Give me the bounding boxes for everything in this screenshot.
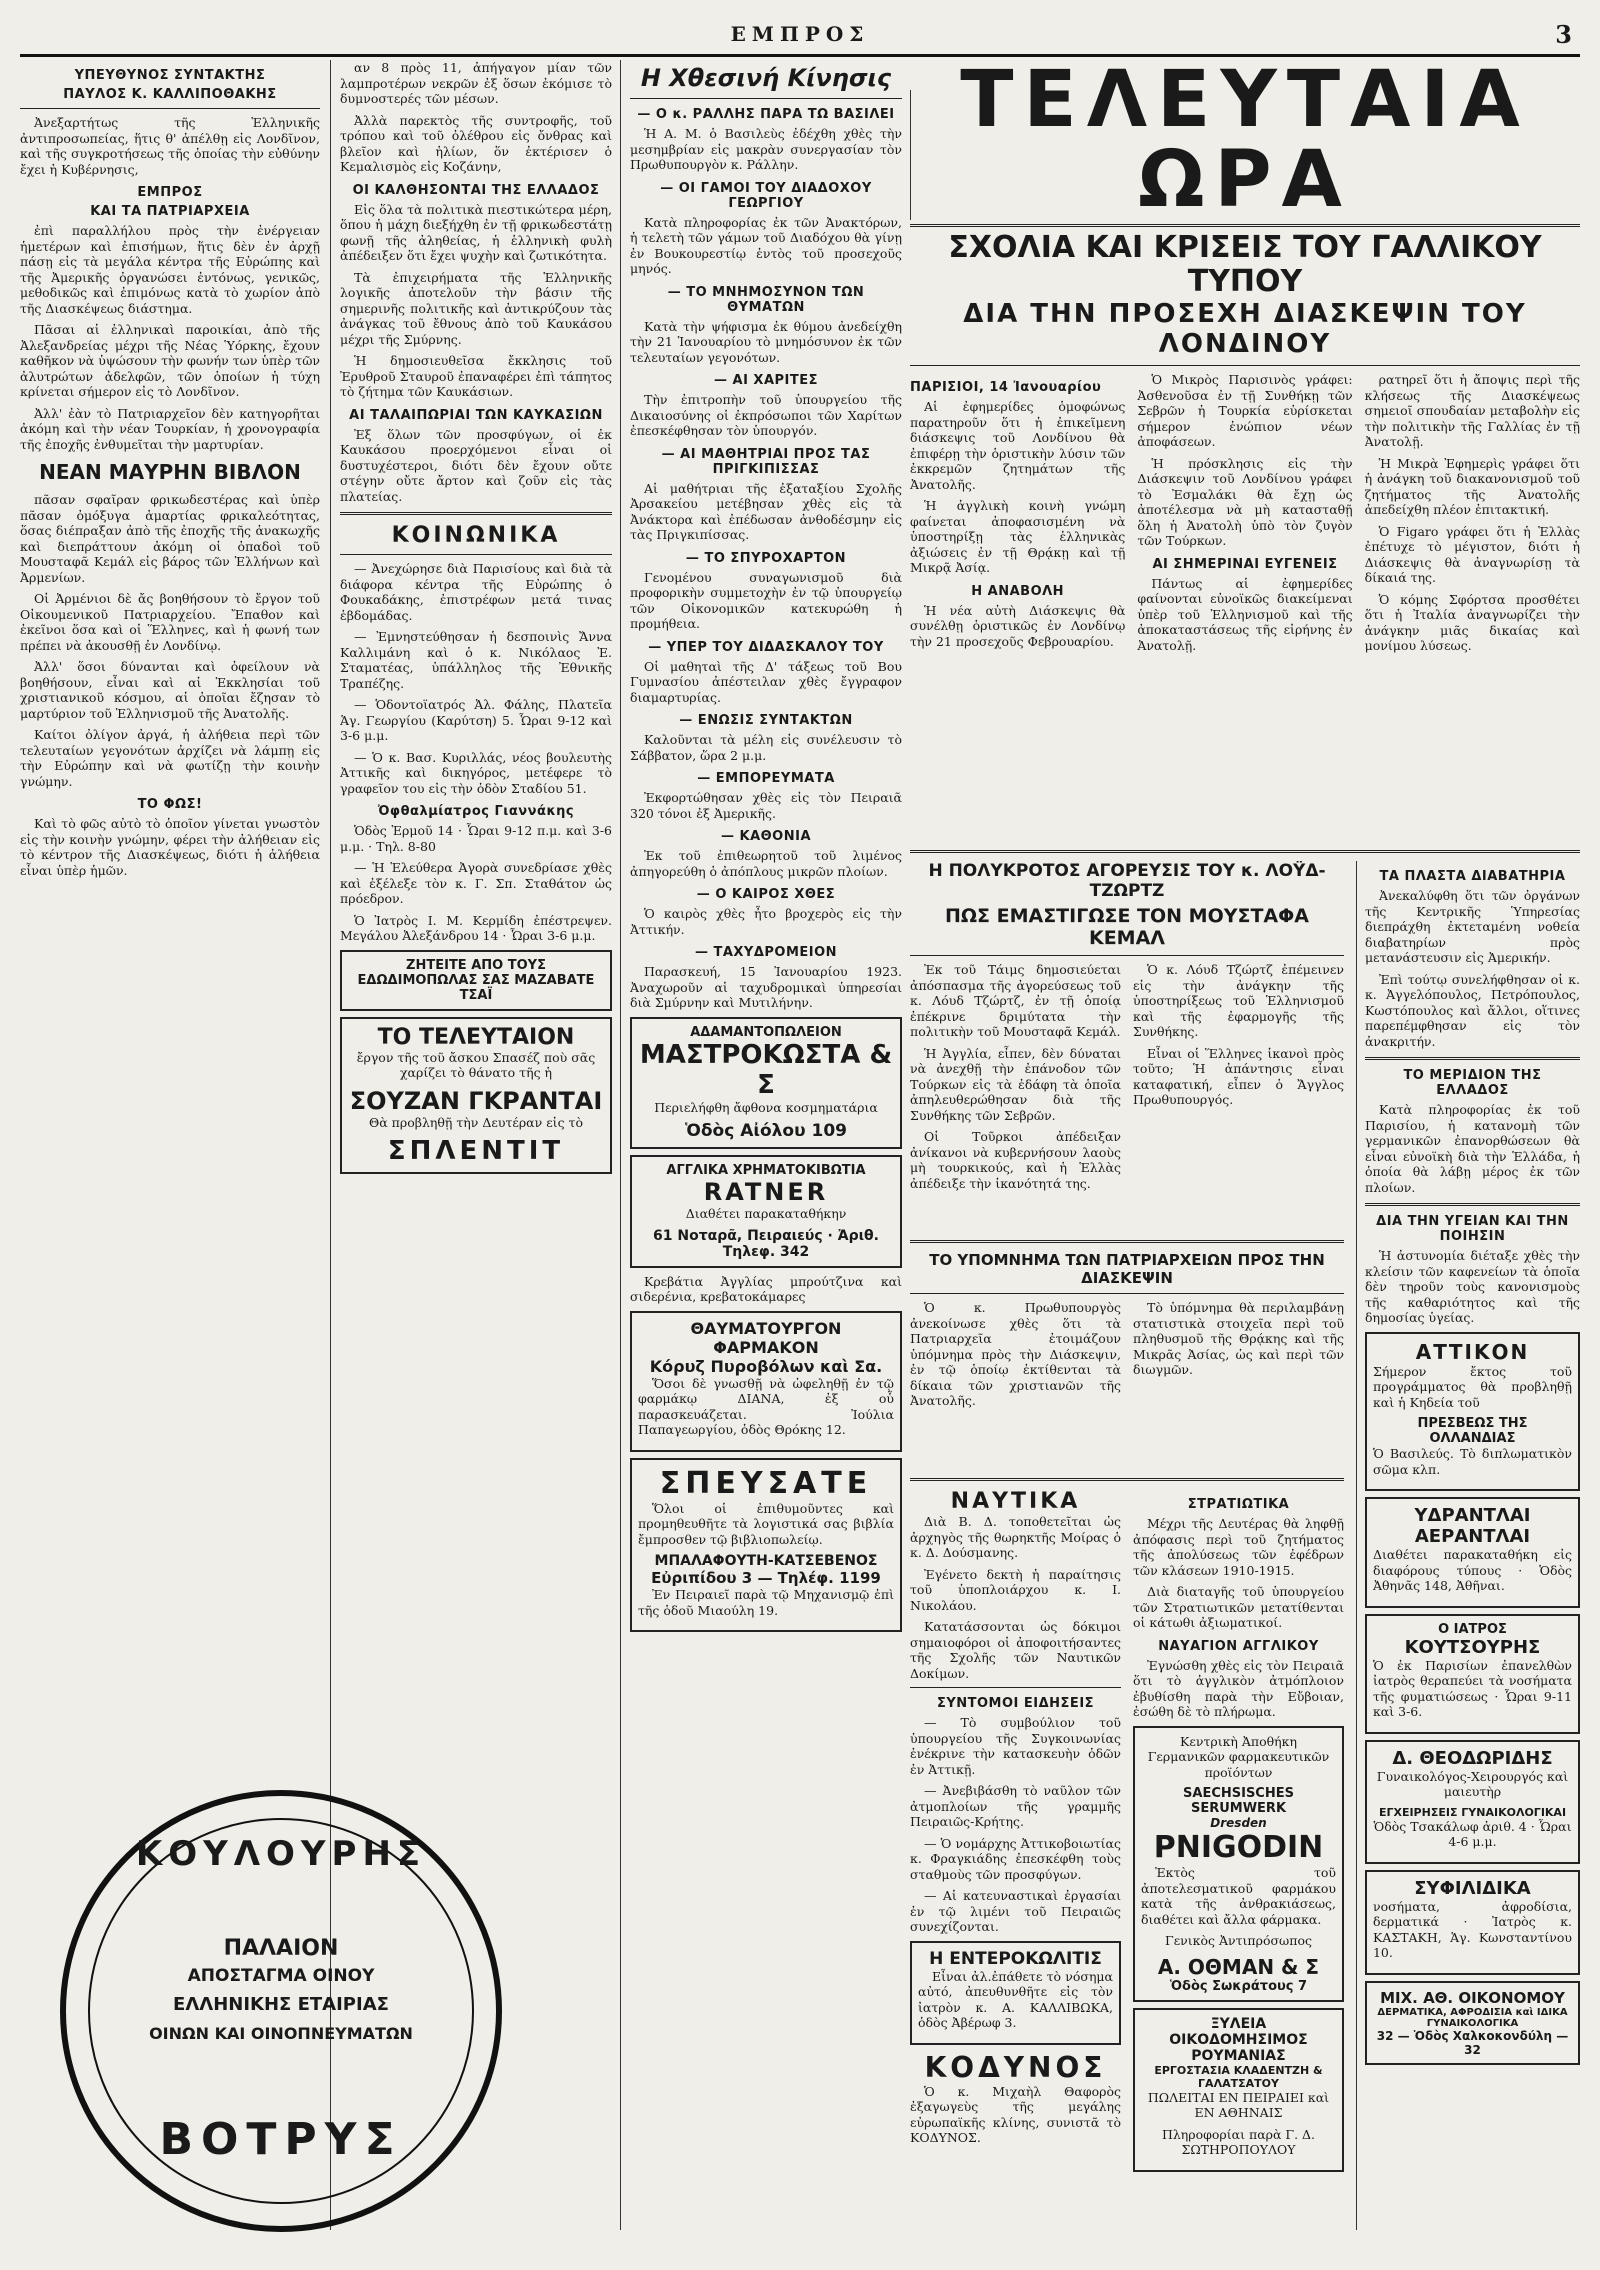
section-title: ΚΑΙ ΤΑ ΠΑΤΡΙΑΡΧΕΙΑ (90, 204, 250, 219)
last-hour-columns: ΠΑΡΙΣΙΟΙ, 14 Ἰανουαρίου Αἱ ἐφημερίδες ὁμοφώνως παρατηροῦν ὅτι ἡ ἐπικεῖμενη διάσκεψις τοῦ Λονδίνου θὰ ἐπιφέρῃ τὴν ὁριστικὴν λύσιν τῶν ἐκκρεμῶν ζητημάτων τῆς Ἀνατολῆς. Ἡ ἀγγλικὴ κοινὴ γνώμη φαίνεται ἀποφασισμένη νὰ ὑποστηρίξῃ τὰς ἑλληνικὰς ἀξιώσεις ἐν τῇ Θρᾴκῃ καὶ τῇ Μικρᾷ Ἀσίᾳ. Η ΑΝΑΒΟΛΗ Ἡ νέα αὐτὴ Διάσκεψις θὰ συνέλθῃ ὁριστικῶς ἐν Λονδίνῳ τὴν 21 προσεχοῦς Φεβρουαρίου. Ὁ Μικρὸς Παρισινὸς γράφει: Ἀσθενοῦσα ἐν τῇ Συνθήκῃ τῶν Σεβρῶν ἡ Τουρκία εὑρίσκεται σήμερον ἐνώπιον νέων ἀποφάσεων. Ἡ πρόσκλησις εἰς τὴν Διάσκεψιν τοῦ Λονδίνου γράφει τὸ Ἐσμαλάκι θὰ ἔχῃ ὡς ἀποτέλεσμα νὰ μὴ κατασταθῇ ὅλη ἡ Ἀνατολὴ ὑπὸ τὸν ζυγὸν τῶν Τούρκων. ΑΙ ΣΗΜΕΡΙΝΑΙ ΕΥΓΕΝΕΙΣ Πάντως αἱ ἐφημερίδες φαίνονται εὐνοϊκῶς διακείμεναι ὑπὲρ τοῦ Ἑλληνισμοῦ καὶ τῆς ἀποκαταστάσεως τῆς εἰρήνης ἐν Ἀνατολῇ. ρατηρεῖ ὅτι ἡ ἄποψις περὶ τῆς κλήσεως τῆς Διασκέψεως σημειοῖ σπουδαίαν μεταβολὴν εἰς τὴν πολιτικὴν τῆς Γαλλίας ἐν τῇ Ἀνατολῇ. Ἡ Μικρὰ Ἐφημερὶς γράφει ὅτι ἡ ἀνάγκη τοῦ διακανονισμοῦ τοῦ ζητήματος τῆς Ἀνατολῆς ἀπεδείχθη πλέον ἐπιτακτική. Ὁ Figaro γράφει ὅτι ἡ Ἑλλὰς ἐπέτυχε τὸ μέγιστον, διότι ἡ Διάσκεψις θὰ ἀναγνωρίσῃ τὰ δίκαιά της. Ὁ κόμης Σφόρτσα προσθέτει ὅτι ἡ Ἰταλία ἀναγνωρίζει τὴν ἀνάγκην μιᾶς δικαίας καὶ μονίμου λύσεως. (910, 372, 1580, 653)
shipwreck-title: ΝΑΥΑΓΙΟΝ ΑΓΓΛΙΚΟΥ (1158, 1638, 1319, 1654)
attikon-ad: ΑΤΤΙΚΟΝ Σήμερον ἔκτος τοῦ προγράμματος θὰ προβληθῇ καὶ ἡ Κηδεία τοῦ ΠΡΕΣΒΕΩΣ ΤΗΣ ΟΛΛΑΝΔΙΑΣ Ὁ Βασιλεύς. Τὸ διπλωματικὸν σῶμα κλπ. (1365, 1332, 1580, 1492)
seal-line: ΕΛΛΗΝΙΚΗΣ ΕΤΑΙΡΙΑΣ (173, 1994, 389, 2015)
newspaper-page (20, 20, 1580, 2230)
social-item: — Ἐμνηστεύθησαν ἡ δεσποινὶς Ἄννα Καλλιμάνη καὶ ὁ κ. Νικόλαος Ἐ. Σταματέας, ὑπάλληλος τῆς Ἐθνικῆς Τραπέζης. (340, 629, 612, 691)
dermatologist-ad: ΜΙΧ. ΑΘ. ΟΙΚΟΝΟΜΟΥ ΔΕΡΜΑΤΙΚΑ, ΑΦΡΟΔΙΣΙΑ καὶ ΙΔΙΚΑ ΓΥΝΑΙΚΟΛΟΓΙΚΑ 32 — Ὁδὸς Χαλκοκονδύλη — 32 (1365, 1981, 1580, 2065)
article-text: αν 8 πρὸς 11, ἀπήγαγον μίαν τῶν λαμπροτέρων νεκρῶν ἐξ ὅσων ἐκόμισε τὸ δυμνοστερές τῶν μέσων. (340, 60, 612, 106)
article-heading: ΑΙ ΤΑΛΑΙΠΩΡΙΑΙ ΤΩΝ ΚΑΥΚΑΣΙΩΝ (349, 407, 603, 423)
serum-ad: Κεντρικὴ Ἀποθήκη Γερμανικῶν φαρμακευτικῶν προϊόντων SAECHSISCHES SERUMWERK Dresden PNIGODIN Ἐκτὸς τοῦ ἀποτελεσματικοῦ φαρμάκου κατὰ τῆς ἀνθρακιάσεως, διαθέτει καὶ ἄλλα φάρμακα. Γενικὸς Ἀντιπρόσωπος Α. ΟΘΜΑΝ & Σ Ὁδὸς Σωκράτους 7 (1133, 1726, 1344, 2002)
article-text: Εἰς ὅλα τὰ πολιτικὰ πιεστικώτερα μέρη, ὅπου ἡ μάχη διεξήχθη ἐν τῇ φρικωδεστάτῃ φωνῇ τῆς ἀληθείας, ἡ ἑλληνικὴ φυλὴ ἀπέδειξεν ὅτι ἔχει ψυχὴν καὶ ζωτικότητα. (340, 201, 612, 263)
seal-line: ΠΑΛΑΙΟΝ (223, 1936, 339, 1961)
column-3: Η Χθεσινή Κίνησις — Ο κ. ΡΑΛΛΗΣ ΠΑΡΑ ΤΩ ΒΑΣΙΛΕΙ Ἡ Α. Μ. ὁ Βασιλεὺς ἐδέχθη χθὲς τὴν μεσημβρίαν εἰς μακρὰν συνεργασίαν τὸν Πρωθυπουργὸν κ. Ράλλην. — ΟΙ ΓΑΜΟΙ ΤΟΥ ΔΙΑΔΟΧΟΥ ΓΕΩΡΓΙΟΥ Κατὰ πληροφορίας ἐκ τῶν Ἀνακτόρων, ἡ τελετὴ τῶν γάμων τοῦ Διαδόχου θὰ γίνῃ ἐν Βουκουρεστίῳ ἐντὸς τοῦ προσεχοῦς μηνός. — ΤΟ ΜΝΗΜΟΣΥΝΟΝ ΤΩΝ ΘΥΜΑΤΩΝ Κατὰ τὴν ψήφισμα ἐκ θύμου ἀνεδείχθη τὴν 21 Ἰανουαρίου τὸ μνημόσυνον ἐκ τῶν τελευταίων γεγονότων. — ΑΙ ΧΑΡΙΤΕΣ Τὴν ἐπιτροπὴν τοῦ ὑπουργείου τῆς Δικαιοσύνης οἱ ἐκπρόσωποι τῶν Χαρίτων ἐπεσκέφθησαν τὸν ὑπουργόν. — ΑΙ ΜΑΘΗΤΡΙΑΙ ΠΡΟΣ ΤΑΣ ΠΡΙΓΚΙΠΙΣΣΑΣ Αἱ μαθήτριαι τῆς ἐξαταξίου Σχολῆς Ἀρσακείου μετέβησαν χθὲς εἰς τὰ Ἀνάκτορα καὶ ἐπέδωσαν ἀνθοδέσμην εἰς τὰς Πριγκιπίσσας. — ΤΟ ΣΠΥΡΟΧΑΡΤΟΝ Γενομένου συναγωνισμοῦ διὰ προφορικὴν συμμετοχὴν ἐν τῷ ὑπουργείῳ τῶν Οἰκονομικῶν κατεκυρώθη ἡ προμήθεια. — ΥΠΕΡ ΤΟΥ ΔΙΔΑΣΚΑΛΟΥ ΤΟΥ Οἱ μαθηταὶ τῆς Δ' τάξεως τοῦ Βου Γυμνασίου ἀπέστειλαν χθὲς ἔγγραφον διαμαρτυρίας. — ΕΝΩΣΙΣ ΣΥΝΤΑΚΤΩΝ Καλοῦνται τὰ μέλη εἰς συνέλευσιν τὸ Σάββατον, ὥρα 2 μ.μ. — ΕΜΠΟΡΕΥΜΑΤΑ Ἐκφορτώθησαν χθὲς εἰς τὸν Πειραιᾶ 320 τόνοι ἐξ Ἀμερικῆς. — ΚΑΘΟΝΙΑ Ἐκ τοῦ ἐπιθεωρητοῦ τοῦ λιμένος ἀπηγορεύθη ὁ ἀπόπλους μικρῶν πλοίων. — Ο ΚΑΙΡΟΣ ΧΘΕΣ Ὁ καιρὸς χθὲς ἦτο βροχερὸς εἰς τὴν Ἀττικήν. — ΤΑΧΥΔΡΟΜΕΙΟΝ Παρασκευή, 15 Ἰανουαρίου 1923. Ἀναχωροῦν αἱ ταχυδρομικαὶ ὑπηρεσίαι διὰ Σμύρνην καὶ Μυτιλήνην. ΑΔΑΜΑΝΤΟΠΩΛΕΙΟΝ ΜΑΣΤΡΟΚΩΣΤΑ & Σ Περιελήφθη ἄφθονα κοσμηματάρια Ὁδὸς Αἰόλου 109 ΑΓΓΛΙΚΑ ΧΡΗΜΑΤΟΚΙΒΩΤΙΑ RATNER Διαθέτει παρακαταθήκην 61 Νοταρᾶ, Πειραιεύς · Ἀριθ. Τηλεφ. 342 Κρεβάτια Ἀγγλίας μπρούτζινα καὶ σιδερένια, κρεβατοκάμαρες ΘΑΥΜΑΤΟΥΡΓΟΝ ΦΑΡΜΑΚΟΝ Κόρυζ Πυροβόλων καὶ Σα. Ὅσοι δὲ γνωσθῇ νὰ ὠφεληθῇ ἐν τῷ φαρμάκῳ ΔΙΑΝΑ, ἐξ οὗ παρασκευάζεται. Ἰούλια Παπαγεωργίου, ὁδὸς Θρόκης 12. ΣΠΕΥΣΑΤΕ Ὅλοι οἱ ἐπιθυμοῦντες καὶ προμηθευθῆτε τὰ λογιστικά σας βιβλία ἔμπροσθεν τῷ βιβλιοπωλείῳ. ΜΠΑΛΑΦΟΥΤΗ-ΚΑΤΣΕΒΕΝΟΣ Εὐριπίδου 3 — Τηλέφ. 1199 Ἐν Πειραιεῖ παρὰ τῷ Μηχανισμῷ ἐπὶ τῆς ὁδοῦ Μιαούλη 19. (630, 60, 902, 2230)
article-text: Οἱ Ἀρμένιοι δὲ ἄς βοηθήσουν τὸ ἔργον τοῦ Οἰκουμενικοῦ Πατριαρχείου. Ἔπαθον καὶ ἐκεῖνοι ὅσα καὶ οἱ Ἕλληνες, καὶ ἡ φωνή των πρέπει νὰ ἀκουσθῇ ἐν Λονδίνῳ. (20, 591, 320, 653)
article-text: Ἀνεξαρτήτως τῆς Ἑλληνικῆς ἀντιπροσωπείας, ἥτις θ' ἀπέλθῃ εἰς Λονδῖνον, καὶ τῆς συγκροτήσεως τῆς ὁποίας τὴν εὐθύνην ἔχει ἡ Κυβέρνησις, (20, 115, 320, 177)
jewelry-ad: ΑΔΑΜΑΝΤΟΠΩΛΕΙΟΝ ΜΑΣΤΡΟΚΩΣΤΑ & Σ Περιελήφθη ἄφθονα κοσμηματάρια Ὁδὸς Αἰόλου 109 (630, 1017, 902, 1150)
newspaper-name: ΕΜΠΡΟΣ (730, 22, 870, 46)
london-conference-title: ΔΙΑ ΤΗΝ ΠΡΟΣΕΧΗ ΔΙΑΣΚΕΨΙΝ ΤΟΥ ΛΟΝΔΙΝΟΥ (963, 299, 1527, 359)
article-text: Καίτοι ὀλίγον ἀργά, ἡ ἀλήθεια περὶ τῶν τελευταίων γεγονότων ἀρχίζει νὰ λάμπῃ εἰς τὴν Εὐρώπην καὶ νὰ φωτίζῃ τὴν κοινὴν γνώμην. (20, 727, 320, 789)
cinema-ad-title: ΤΟ ΤΕΛΕΥΤΑΙΟΝ (377, 1024, 575, 1050)
light-heading: ΤΟ ΦΩΣ! (137, 797, 203, 812)
article-text: Ἀλλὰ παρεκτὸς τῆς συντροφῆς, τοῦ τρόπου καὶ τοῦ ὀλέθρου εἰς ὄνθρας καὶ βλεῖον καὶ ἡλίων, ὅν ἐκτέρισεν ὁ Κεμαλισμὸς εἰς Κοζάνην, (340, 112, 612, 174)
ophthalmologist-name: Ὀφθαλμίατρος Γιαννάκης (377, 804, 575, 819)
page-number: 3 (1555, 20, 1572, 49)
actress-name: ΣΟΥΖΑΝ ΓΚΡΑΝΤΑΙ (349, 1086, 603, 1115)
military-title: ΣΤΡΑΤΙΩΤΙΚΑ (1187, 1497, 1290, 1512)
article-text: Ἐξ ὅλων τῶν προσφύγων, οἱ ἐκ Καυκάσου προερχόμενοι εἶναι οἱ δυστυχέστεροι, διότι δὲν ἔχουν οὔτε στέγην οὔτε ἄρτον καὶ ζοῦν εἰς τὰς πλατείας. (340, 426, 612, 504)
article-text: Τὰ ἐπιχειρήματα τῆς Ἑλληνικῆς λογικῆς ἀποτελοῦν τὴν βάσιν τῆς σημερινῆς πολιτικῆς καὶ ἀντικρύζουν τὰς ἀνάγκας τοῦ ἔθνους ἀπὸ τοῦ Καυκάσου μέχρι τῆς Σμύρνης. (340, 269, 612, 347)
seal-top: ΚΟΥΛΟΥΡΗΣ (135, 1834, 427, 1874)
seal-line: ΟΙΝΩΝ ΚΑΙ ΟΙΝΟΠΝΕΥΜΑΤΩΝ (149, 2024, 413, 2043)
social-item: Ὁδὸς Ἑρμοῦ 14 · Ὧραι 9-12 π.μ. καὶ 3-6 μ.μ. · Τηλ. 8-80 (340, 823, 612, 854)
article-text: ἐπὶ παραλλήλου πρὸς τὴν ἐνέργειαν ἡμετέρων καὶ ἐπισήμων, ἥτις δὲν ἐν ἀρχῇ πάσῃ εἰς τὰ μεγάλα κέντρα τῆς Εὐρώπης καὶ τῆς Ἀμερικῆς ὀργανώσει ἐντόνως, γενικῶς, μεθοδικῶς καὶ ἐπιμόνως κατὰ τὸ χωρίον ἀπὸ τῆς Διασκέψεως διάστημα. (20, 223, 320, 316)
short-news-title: ΣΥΝΤΟΜΟΙ ΕΙΔΗΣΕΙΣ (936, 1696, 1095, 1711)
article-text: Ἀλλ' ἐὰν τὸ Πατριαρχεῖον δὲν κατηγορῆται ἀκόμη καὶ τὴν νέαν Τουρκίαν, ἡ χρονογραφία τῆς ἐποχῆς ἐνθυμεῖται τὴν μαρτυρίαν. (20, 405, 320, 452)
french-press-title: ΣΧΟΛΙΑ ΚΑΙ ΚΡΙΣΕΙΣ ΤΟΥ ΓΑΛΛΙΚΟΥ ΤΥΠΟΥ (948, 230, 1542, 299)
books-ad: ΣΠΕΥΣΑΤΕ Ὅλοι οἱ ἐπιθυμοῦντες καὶ προμηθευθῆτε τὰ λογιστικά σας βιβλία ἔμπροσθεν τῷ βιβλιοπωλείῳ. ΜΠΑΛΑΦΟΥΤΗ-ΚΑΤΣΕΒΕΝΟΣ Εὐριπίδου 3 — Τηλέφ. 1199 Ἐν Πειραιεῖ παρὰ τῷ Μηχανισμῷ ἐπὶ τῆς ὁδοῦ Μιαούλη 19. (630, 1458, 902, 1633)
gynecologist-ad: Δ. ΘΕΟΔΩΡΙΔΗΣ Γυναικολόγος-Χειρουργός καὶ μαιευτὴρ ΕΓΧΕΙΡΗΣΕΙΣ ΓΥΝΑΙΚΟΛΟΓΙΚΑΙ Ὁδὸς Τσακάλωφ ἀριθ. 4 · Ὧραι 4-6 μ.μ. (1365, 1740, 1580, 1864)
doctor-ad: Ο ΙΑΤΡΟΣ ΚΟΥΤΣΟΥΡΗΣ Ὁ ἐκ Παρισίων ἐπανελθὼν ἰατρὸς θεραπεύει τὰ νοσήματα τῆς φυματιώσεως · Ὧραι 9-11 καὶ 3-6. (1365, 1614, 1580, 1734)
share-title: ΤΟ ΜΕΡΙΔΙΟΝ ΤΗΣ ΕΛΛΑΔΟΣ (1403, 1068, 1542, 1098)
lloyd-george-title: Η ΠΟΛΥΚΡΟΤΟΣ ΑΓΟΡΕΥΣΙΣ ΤΟΥ κ. ΛΟΫΔ-ΤΖΩΡΤΖ (928, 861, 1326, 901)
column-1 (20, 60, 320, 1780)
masthead (20, 20, 1580, 57)
pumps-ad: ΥΔΡΑΝΤΛΑΙ ΑΕΡΑΝΤΛΑΙ Διαθέτει παρακαταθήκη εἰς διαφόρους τύπους · Ὁδὸς Ἀθηνᾶς 148, Ἀθῆναι. (1365, 1497, 1580, 1608)
safes-ad: ΑΓΓΛΙΚΑ ΧΡΗΜΑΤΟΚΙΒΩΤΙΑ RATNER Διαθέτει παρακαταθήκην 61 Νοταρᾶ, Πειραιεύς · Ἀριθ. Τηλεφ. 342 (630, 1155, 902, 1268)
article-heading: ΟΙ ΚΑΛΘΗΣΟΝΤΑΙ ΤΗΣ ΕΛΛΑΔΟΣ (352, 182, 600, 198)
news-heading: Η Χθεσινή Κίνησις (640, 64, 892, 92)
social-item: Ὁ Ἰατρὸς Ι. Μ. Κερμίδη ἐπέστρεψεν. Μεγάλου Ἀλεξάνδρου 14 · Ὧραι 3-6 μ.μ. (340, 912, 612, 943)
social-item: — Ὁδοντοϊατρός Ἀλ. Φάλης, Πλατεῖα Ἁγ. Γεωργίου (Καρύτση) 5. Ὧραι 9-12 καὶ 3-6 μ.μ. (340, 697, 612, 743)
timber-ad: ΞΥΛΕΙΑ ΟΙΚΟΔΟΜΗΣΙΜΟΣ ΡΟΥΜΑΝΙΑΣ ΕΡΓΟΣΤΑΣΙΑ ΚΛΑΔΕΝΤΖΗ & ΓΑΛΑΤΣΑΤΟΥ ΠΩΛΕΙΤΑΙ ΕΝ ΠΕΙΡΑΙΕΙ καὶ ΕΝ ΑΘΗΝΑΙΣ Πληροφορίαι παρὰ Γ. Δ. ΣΩΤΗΡΟΠΟΥΛΟΥ (1133, 2008, 1344, 2172)
social-item: — Ἡ Ἑλεύθερα Ἀγορὰ συνεδρίασε χθὲς καὶ ἐξέλεξε τὸν κ. Γ. Σπ. Σταθάτον ὡς πρόεδρον. (340, 860, 612, 906)
cinema-ad: ΤΟ ΤΕΛΕΥΤΑΙΟΝ ἔργον τῆς τοῦ ἄσκου Σπασέζ ποὺ σᾶς χαρίζει τὸ θάνατο τῆς ἡ ΣΟΥΖΑΝ ΓΚΡΑΝΤΑΙ Θὰ προβληθῇ τὴν Δευτέραν εἰς τὸ ΣΠΛΕΝΤΙΤ (340, 1017, 612, 1175)
beds-ad: Κρεβάτια Ἀγγλίας μπρούτζινα καὶ σιδερένια, κρεβατοκάμαρες (630, 1273, 902, 1304)
cinema-name: ΣΠΛΕΝΤΙΤ (387, 1136, 565, 1166)
responsible-label: ΥΠΕΥΘΥΝΟΣ ΣΥΝΤΑΚΤΗΣ (74, 68, 266, 83)
column-2 (340, 60, 612, 2230)
last-hour-title: ΤΕΛΕΥΤΑΙΑ ΩΡΑ (960, 60, 1530, 225)
article-text: Πᾶσαι αἱ ἐλληνικαὶ παροικίαι, ἀπὸ τῆς Ἀλεξανδρείας μέχρι τῆς Νέας Ὑόρκης, ἔχουν καθῆκον νὰ ὑψώσουν τὴν φωνήν των ὑπὲρ τῶν ἀλυτρώτων ἀδελφῶν, τῶν ὁποίων ἡ τύχη κρίνεται σήμερον εἰς τὸ Λονδῖνον. (20, 322, 320, 399)
syphilis-ad: ΣΥΦΙΛΙΔΙΚΑ νοσήματα, ἀφροδίσια, δερματικά · Ἰατρὸς κ. ΚΑΣΤΑΚΗ, Ἁγ. Κωνσταντίνου 10. (1365, 1870, 1580, 1975)
health-title: ΔΙΑ ΤΗΝ ΥΓΕΙΑΝ ΚΑΙ ΤΗΝ ΠΟΙΗΣΙΝ (1376, 1214, 1569, 1244)
article-text: Καὶ τὸ φῶς αὐτὸ τὸ ὁποῖον γίνεται γνωστὸν εἰς τὴν κοινὴν γνώμην, φέρει τὴν ἀλήθειαν εἰς τὸ κέντρον τῆς Διασκέψεως, διότι ἡ ἀλήθεια εἶναι ὑπὲρ ἡμῶν. (20, 816, 320, 878)
kodynos-ad: ΚΟΔΥΝΟΣ (924, 2050, 1107, 2084)
seal-line: ΑΠΟΣΤΑΓΜΑ ΟΙΝΟΥ (187, 1966, 375, 1986)
tea-ad: ΖΗΤΕΙΤΕ ΑΠΟ ΤΟΥΣ ΕΔΩΔΙΜΟΠΩΛΑΣ ΣΑΣ ΜΑΖΑΒΑΤΕ ΤΣΑΪ (340, 950, 612, 1011)
dateline: ΠΑΡΙΣΙΟΙ, 14 Ἰανουαρίου (910, 380, 1102, 395)
lloyd-george-subtitle: ΠΩΣ ΕΜΑΣΤΙΓΩΣΕ ΤΟΝ ΜΟΥΣΤΑΦΑ ΚΕΜΑΛ (944, 905, 1309, 949)
enteritis-ad: Η ΕΝΤΕΡΟΚΩΛΙΤΙΣ Εἶναι ἀλ.ἐπάθετε τὸ νόσημα αὐτό, ἀπευθυνθῆτε εἰς τὸν ἰατρὸν κ. Α. ΚΑΛΛΙΒΩΚΑ, ὁδὸς Ἀβέρωφ 3. (910, 1941, 1121, 2045)
responsible-name: ΠΑΥΛΟΣ Κ. ΚΑΛΛΙΠΟΘΑΚΗΣ (63, 87, 277, 102)
article-text: Ἀλλ' ὅσοι δύνανται καὶ ὀφείλουν νὰ βοηθήσουν, εἶναι καὶ αἱ Ἐκκλησίαι τοῦ χριστιανικοῦ κόσμου, αἱ ὁποῖαι ἔζησαν τὸ μαρτύριον τοῦ Ἑλληνισμοῦ τῆς Ἀνατολῆς. (20, 659, 320, 721)
article-text: πᾶσαν σφαῖραν φρικωδεστέρας καὶ ὑπὲρ πᾶσαν ὀμόξυγα ἁμαρτίας φρικαλεότητας, ὅσας διέπραξαν ἀπὸ τῆς ἐποχῆς τῆς ἀνακωχῆς καὶ διεπράττουν ἀκόμη οἱ ὀπαδοὶ τοῦ Μουσταφᾶ Κεμάλ εἰς βάρος τῶν Ἑλλήνων καὶ Ἀρμενίων. (20, 492, 320, 585)
social-item: — Ὁ κ. Βασ. Κυριλλάς, νέος βουλευτὴς Ἀττικῆς καὶ δικηγόρος, μετέφερε τὸ γραφεῖον του εἰς τὴν ὁδὸν Σταδίου 51. (340, 749, 612, 796)
naval-title: ΝΑΥΤΙΚΑ (950, 1489, 1081, 1514)
passports-title: ΤΑ ΠΛΑΣΤΑ ΔΙΑΒΑΤΗΡΙΑ (1379, 869, 1566, 884)
section-label: ΕΜΠΡΟΣ (137, 185, 203, 200)
seal-bottom: ΒΟΤΡΥΣ (159, 2114, 403, 2165)
article-text: Ἡ δημοσιευθεῖσα ἔκκλησις τοῦ Ἐρυθροῦ Σταυροῦ ἐπαναφέρει ἐπὶ τάπητος τὸ ζήτημα τῶν Καυκάσιων. (340, 353, 612, 399)
social-title: ΚΟΙΝΩΝΙΚΑ (391, 523, 561, 548)
right-section: ΤΕΛΕΥΤΑΙΑ ΩΡΑ ΣΧΟΛΙΑ ΚΑΙ ΚΡΙΣΕΙΣ ΤΟΥ ΓΑΛΛΙΚΟΥ ΤΥΠΟΥ ΔΙΑ ΤΗΝ ΠΡΟΣΕΧΗ ΔΙΑΣΚΕΨΙΝ ΤΟΥ ΛΟΝΔΙΝΟΥ ΠΑΡΙΣΙΟΙ, 14 Ἰανουαρίου Αἱ ἐφημερίδες ὁμοφώνως παρατηροῦν ὅτι ἡ ἐπικεῖμενη διάσκεψις τοῦ Λονδίνου θὰ ἐπιφέρῃ τὴν ὁριστικὴν λύσιν τῶν ἐκκρεμῶν ζητημάτων τῆς Ἀνατολῆς. Ἡ ἀγγλικὴ κοινὴ γνώμη φαίνεται ἀποφασισμένη νὰ ὑποστηρίξῃ τὰς ἑλληνικὰς ἀξιώσεις ἐν τῇ Θρᾴκῃ καὶ τῇ Μικρᾷ Ἀσίᾳ. Η ΑΝΑΒΟΛΗ Ἡ νέα αὐτὴ Διάσκεψις θὰ συνέλθῃ ὁριστικῶς ἐν Λονδίνῳ τὴν 21 προσεχοῦς Φεβρουαρίου. Ὁ Μικρὸς Παρισινὸς γράφει: Ἀσθενοῦσα ἐν τῇ Συνθήκῃ τῶν Σεβρῶν ἡ Τουρκία εὑρίσκεται σήμερον ἐνώπιον νέων ἀποφάσεων. Ἡ πρόσκλησις εἰς τὴν Διάσκεψιν τοῦ Λονδίνου γράφει τὸ Ἐσμαλάκι θὰ ἔχῃ ὡς ἀποτέλεσμα νὰ μὴ κατασταθῇ ὅλη ἡ Ἀνατολὴ ὑπὸ τὸν ζυγὸν τῶν Τούρκων. ΑΙ ΣΗΜΕΡΙΝΑΙ ΕΥΓΕΝΕΙΣ Πάντως αἱ ἐφημερίδες φαίνονται εὐνοϊκῶς διακείμεναι ὑπὲρ τοῦ Ἑλληνισμοῦ καὶ τῆς ἀποκαταστάσεως τῆς εἰρήνης ἐν Ἀνατολῇ. ρατηρεῖ ὅτι ἡ ἄποψις περὶ τῆς κλήσεως τῆς Διασκέψεως σημειοῖ σπουδαίαν μεταβολὴν εἰς τὴν πολιτικὴν τῆς Γαλλίας ἐν τῇ Ἀνατολῇ. Ἡ Μικρὰ Ἐφημερὶς γράφει ὅτι ἡ ἀνάγκη τοῦ διακανονισμοῦ τοῦ ζητήματος τῆς Ἀνατολῆς ἀπεδείχθη πλέον ἐπιτακτική. Ὁ Figaro γράφει ὅτι ἡ Ἑλλὰς ἐπέτυχε τὸ μέγιστον, διότι ἡ Διάσκεψις θὰ ἀναγνωρίσῃ τὰ δίκαιά της. Ὁ κόμης Σφόρτσα προσθέτει ὅτι ἡ Ἰταλία ἀναγνωρίζει τὴν ἀνάγκην μιᾶς δικαίας καὶ μονίμου λύσεως. Η ΠΟΛΥΚΡΟΤΟΣ ΑΓΟΡΕΥΣΙΣ ΤΟΥ κ. ΛΟΫΔ-ΤΖΩΡΤΖ ΠΩΣ ΕΜΑΣΤΙΓΩΣΕ ΤΟΝ ΜΟΥΣΤΑΦΑ ΚΕΜΑΛ Ἐκ τοῦ Τάιμς δημοσιεύεται ἀπόσπασμα τῆς ἀγορεύσεως τοῦ κ. Λόυδ Τζώρτζ, ἐν τῇ ὁποίᾳ ἐπέκρινε δριμύτατα τὴν πολιτικὴν τοῦ Μουσταφᾶ Κεμάλ. Ἡ Ἀγγλία, εἶπεν, δὲν δύναται νὰ ἀνεχθῇ τὴν ἐπάνοδον τῶν Τούρκων εἰς τὰ ἐδάφη τὰ ὁποῖα ἀπηλευθερώθησαν διὰ τῆς Συνθήκης τῶν Σεβρῶν. Οἱ Τοῦρκοι ἀπέδειξαν ἀνίκανοι νὰ κυβερνήσουν λαοὺς μὴ τουρκικούς, καὶ ἡ Ἑλλὰς ἀπέδειξε τὴν ἱκανότητά της. Ὁ κ. Λόυδ Τζώρτζ ἐπέμεινεν εἰς τὴν ἀνάγκην τῆς ὑποστηρίξεως τοῦ Ἑλληνισμοῦ καὶ τῆς ἐφαρμογῆς τῆς Συνθήκης. Εἶναι οἱ Ἕλληνες ἱκανοὶ πρὸς τοῦτο; Ἡ ἀπάντησις εἶναι καταφατική, εἶπεν ὁ Ἄγγλος Πρωθυπουργός. ΤΟ ΥΠΟΜΝΗΜΑ ΤΩΝ ΠΑΤΡΙΑΡΧΕΙΩΝ ΠΡΟΣ ΤΗΝ ΔΙΑΣΚΕΨΙΝ Ὁ κ. Πρωθυπουργὸς ἀνεκοίνωσε χθὲς ὅτι τὰ Πατριαρχεῖα ἐτοιμάζουν ὑπόμνημα πρὸς τὴν Διάσκεψιν, ἐν τῷ ὁποίῳ ἐκτίθενται τὰ δίκαια τῶν χριστιανῶν τῆς Ἀνατολῆς. Τὸ ὑπόμνημα θὰ περιλαμβάνῃ στατιστικὰ στοιχεῖα περὶ τοῦ πληθυσμοῦ τῆς Θρᾴκης καὶ τῆς Μικρᾶς Ἀσίας, ὡς καὶ περὶ τῶν διωγμῶν. ΝΑΥΤΙΚΑ Διὰ Β. Δ. τοποθετεῖται ὡς ἀρχηγὸς τῆς θωρηκτῆς Μοίρας ὁ κ. Δ. Δούσμανης. Ἐγένετο δεκτὴ ἡ παραίτησις τοῦ ὑποπλοιάρχου κ. Ι. Νικολάου. Κατατάσσονται ὡς δόκιμοι σημαιοφόροι οἱ ἀποφοιτήσαντες τῆς Σχολῆς τῶν Ναυτικῶν Δοκίμων. ΣΥΝΤΟΜΟΙ ΕΙΔΗΣΕΙΣ — Τὸ συμβούλιον τοῦ ὑπουργείου τῆς Συγκοινωνίας ἐνέκρινε τὴν κατασκευὴν ὁδῶν ἐν Ἀττικῇ. — Ἀνεβιβάσθη τὸ ναῦλον τῶν ἀτμοπλοίων τῆς γραμμῆς Πειραιῶς-Κρήτης. — Ὁ νομάρχης Ἀττικοβοιωτίας κ. Φραγκιάδης ἐπεσκέφθη τοὺς σταθμοὺς τῶν προσφύγων. — Αἱ κατευναστικαὶ ἐργασίαι ἐν τῷ λιμένι τοῦ Πειραιῶς συνεχίζονται. Η ΕΝΤΕΡΟΚΩΛΙΤΙΣ Εἶναι ἀλ.ἐπάθετε τὸ νόσημα αὐτό, ἀπευθυνθῆτε εἰς τὸν ἰατρὸν κ. Α. ΚΑΛΛΙΒΩΚΑ, ὁδὸς Ἀβέρωφ 3. ΚΟΔΥΝΟΣ Ὁ κ. Μιχαὴλ Θαφορὸς ἐξαγωγεὺς τῆς μεγάλης εὐρωπαϊκῆς κλίνης, συνιστᾶ τὸ ΚΟΔΥΝΟΣ. ΣΤΡΑΤΙΩΤΙΚΑ Μέχρι τῆς Δευτέρας θὰ ληφθῇ ἀπόφασις περὶ τοῦ ζητήματος τῆς ἀπολύσεως τῶν ἐφέδρων τῶν κλάσεων 1910-1915. Διὰ διαταγῆς τοῦ ὑπουργείου τῶν Στρατιωτικῶν μετατίθενται οἱ κάτωθι ἀξιωματικοί. ΝΑΥΑΓΙΟΝ ΑΓΓΛΙΚΟΥ Ἐγνώσθη χθὲς εἰς τὸν Πειραιᾶ ὅτι τὸ ἀγγλικὸν ἀτμόπλοιον ἐβυθίσθη παρὰ τὴν Εὔβοιαν, ἐσώθη δὲ τὸ πλήρωμα. Κεντρικὴ Ἀποθήκη Γερμανικῶν φαρμακευτικῶν προϊόντων SAECHSISCHES SERUMWERK Dresden PNIGODIN Ἐκτὸς τοῦ ἀποτελεσματικοῦ φαρμάκου κατὰ τῆς ἀνθρακιάσεως, διαθέτει καὶ ἄλλα φάρμακα. Γενικὸς Ἀντιπρόσωπος Α. ΟΘΜΑΝ & Σ Ὁδὸς Σωκράτους 7 ΞΥΛΕΙΑ ΟΙΚΟΔΟΜΗΣΙΜΟΣ ΡΟΥΜΑΝΙΑΣ ΕΡΓΟΣΤΑΣΙΑ ΚΛΑΔΕΝΤΖΗ & ΓΑΛΑΤΣΑΤΟΥ ΠΩΛΕΙΤΑΙ ΕΝ ΠΕΙΡΑΙΕΙ καὶ ΕΝ ΑΘΗΝΑΙΣ Πληροφορίαι παρὰ Γ. Δ. ΣΩΤΗΡΟΠΟΥΛΟΥ ΤΑ ΠΛΑΣΤΑ ΔΙΑΒΑΤΗΡΙΑ Ἀνεκαλύφθη ὅτι τῶν ὀργάνων τῆς Κεντρικῆς Ὑπηρεσίας διεπράχθη ἐκτεταμένη νοθεία διαβατηρίων πρὸς μετανάστευσιν εἰς Ἀμερικήν. Ἐπὶ τούτῳ συνελήφθησαν οἱ κ. κ. Ἀγγελόπουλος, Πετρόπουλος, Κωστόπουλος καὶ ἄλλοι, οἵτινες παρεπέμφθησαν εἰς τὸν ἀνακριτήν. ΤΟ ΜΕΡΙΔΙΟΝ ΤΗΣ ΕΛΛΑΔΟΣ Κατὰ πληροφορίας ἐκ τοῦ Παρισίου, ἡ κατανομὴ τῶν γερμανικῶν ἐπανορθώσεων θὰ εἶναι εὐνοϊκὴ διὰ τὴν Ἑλλάδα, ἡ ὁποία θὰ λάβῃ μέρος ἐκ τῶν πλοίων. ΔΙΑ ΤΗΝ ΥΓΕΙΑΝ ΚΑΙ ΤΗΝ ΠΟΙΗΣΙΝ Ἡ ἀστυνομία διέταξε χθὲς τὴν κλείσιν τῶν καφενείων τὰ ὁποῖα δὲν τηροῦν τοὺς κανονισμοὺς τῆς καθαριότητος καὶ τῆς δημοσίας ὑγείας. ΑΤΤΙΚΟΝ Σήμερον ἔκτος τοῦ προγράμματος θὰ προβληθῇ καὶ ἡ Κηδεία τοῦ ΠΡΕΣΒΕΩΣ ΤΗΣ ΟΛΛΑΝΔΙΑΣ Ὁ Βασιλεύς. Τὸ διπλωματικὸν σῶμα κλπ. ΥΔΡΑΝΤΛΑΙ ΑΕΡΑΝΤΛΑΙ Διαθέτει παρακαταθήκη εἰς διαφόρους τύπους · Ὁδὸς Ἀθηνᾶς 148, Ἀθῆναι. Ο ΙΑΤΡΟΣ ΚΟΥΤΣΟΥΡΗΣ Ὁ ἐκ Παρισίων ἐπανελθὼν ἰατρὸς θεραπεύει τὰ νοσήματα τῆς φυματιώσεως · Ὧραι 9-11 καὶ 3-6. Δ. ΘΕΟΔΩΡΙΔΗΣ Γυναικολόγος-Χειρουργός καὶ μαιευτὴρ ΕΓΧΕΙΡΗΣΕΙΣ ΓΥΝΑΙΚΟΛΟΓΙΚΑΙ Ὁδὸς Τσακάλωφ ἀριθ. 4 · Ὧραι 4-6 μ.μ. ΣΥΦΙΛΙΔΙΚΑ νοσήματα, ἀφροδίσια, δερματικά · Ἰατρὸς κ. ΚΑΣΤΑΚΗ, Ἁγ. Κωνσταντίνου 10. ΜΙΧ. ΑΘ. ΟΙΚΟΝΟΜΟΥ ΔΕΡΜΑΤΙΚΑ, ΑΦΡΟΔΙΣΙΑ καὶ ΙΔΙΚΑ ΓΥΝΑΙΚΟΛΟΓΙΚΑ 32 — Ὁδὸς Χαλκοκονδύλη — 32 (910, 60, 1580, 2230)
book-heading: ΝΕΑΝ ΜΑΥΡΗΝ ΒΙΒΛΟΝ (39, 460, 301, 484)
column-rule (620, 60, 621, 2230)
social-item: — Ἀνεχώρησε διὰ Παρισίους καὶ διὰ τὰ διάφορα κέντρα τῆς Εὐρώπης ὁ Φουκαδάκης, ἐπιστρέφων μετά τινας ἑβδομάδας. (340, 561, 612, 623)
medicine-ad: ΘΑΥΜΑΤΟΥΡΓΟΝ ΦΑΡΜΑΚΟΝ Κόρυζ Πυροβόλων καὶ Σα. Ὅσοι δὲ γνωσθῇ νὰ ὠφεληθῇ ἐν τῷ φαρμάκῳ ΔΙΑΝΑ, ἐξ οὗ παρασκευάζεται. Ἰούλια Παπαγεωργίου, ὁδὸς Θρόκης 12. (630, 1311, 902, 1452)
memo-title: ΤΟ ΥΠΟΜΝΗΜΑ ΤΩΝ ΠΑΤΡΙΑΡΧΕΙΩΝ ΠΡΟΣ ΤΗΝ ΔΙΑΣΚΕΨΙΝ (929, 1251, 1325, 1287)
